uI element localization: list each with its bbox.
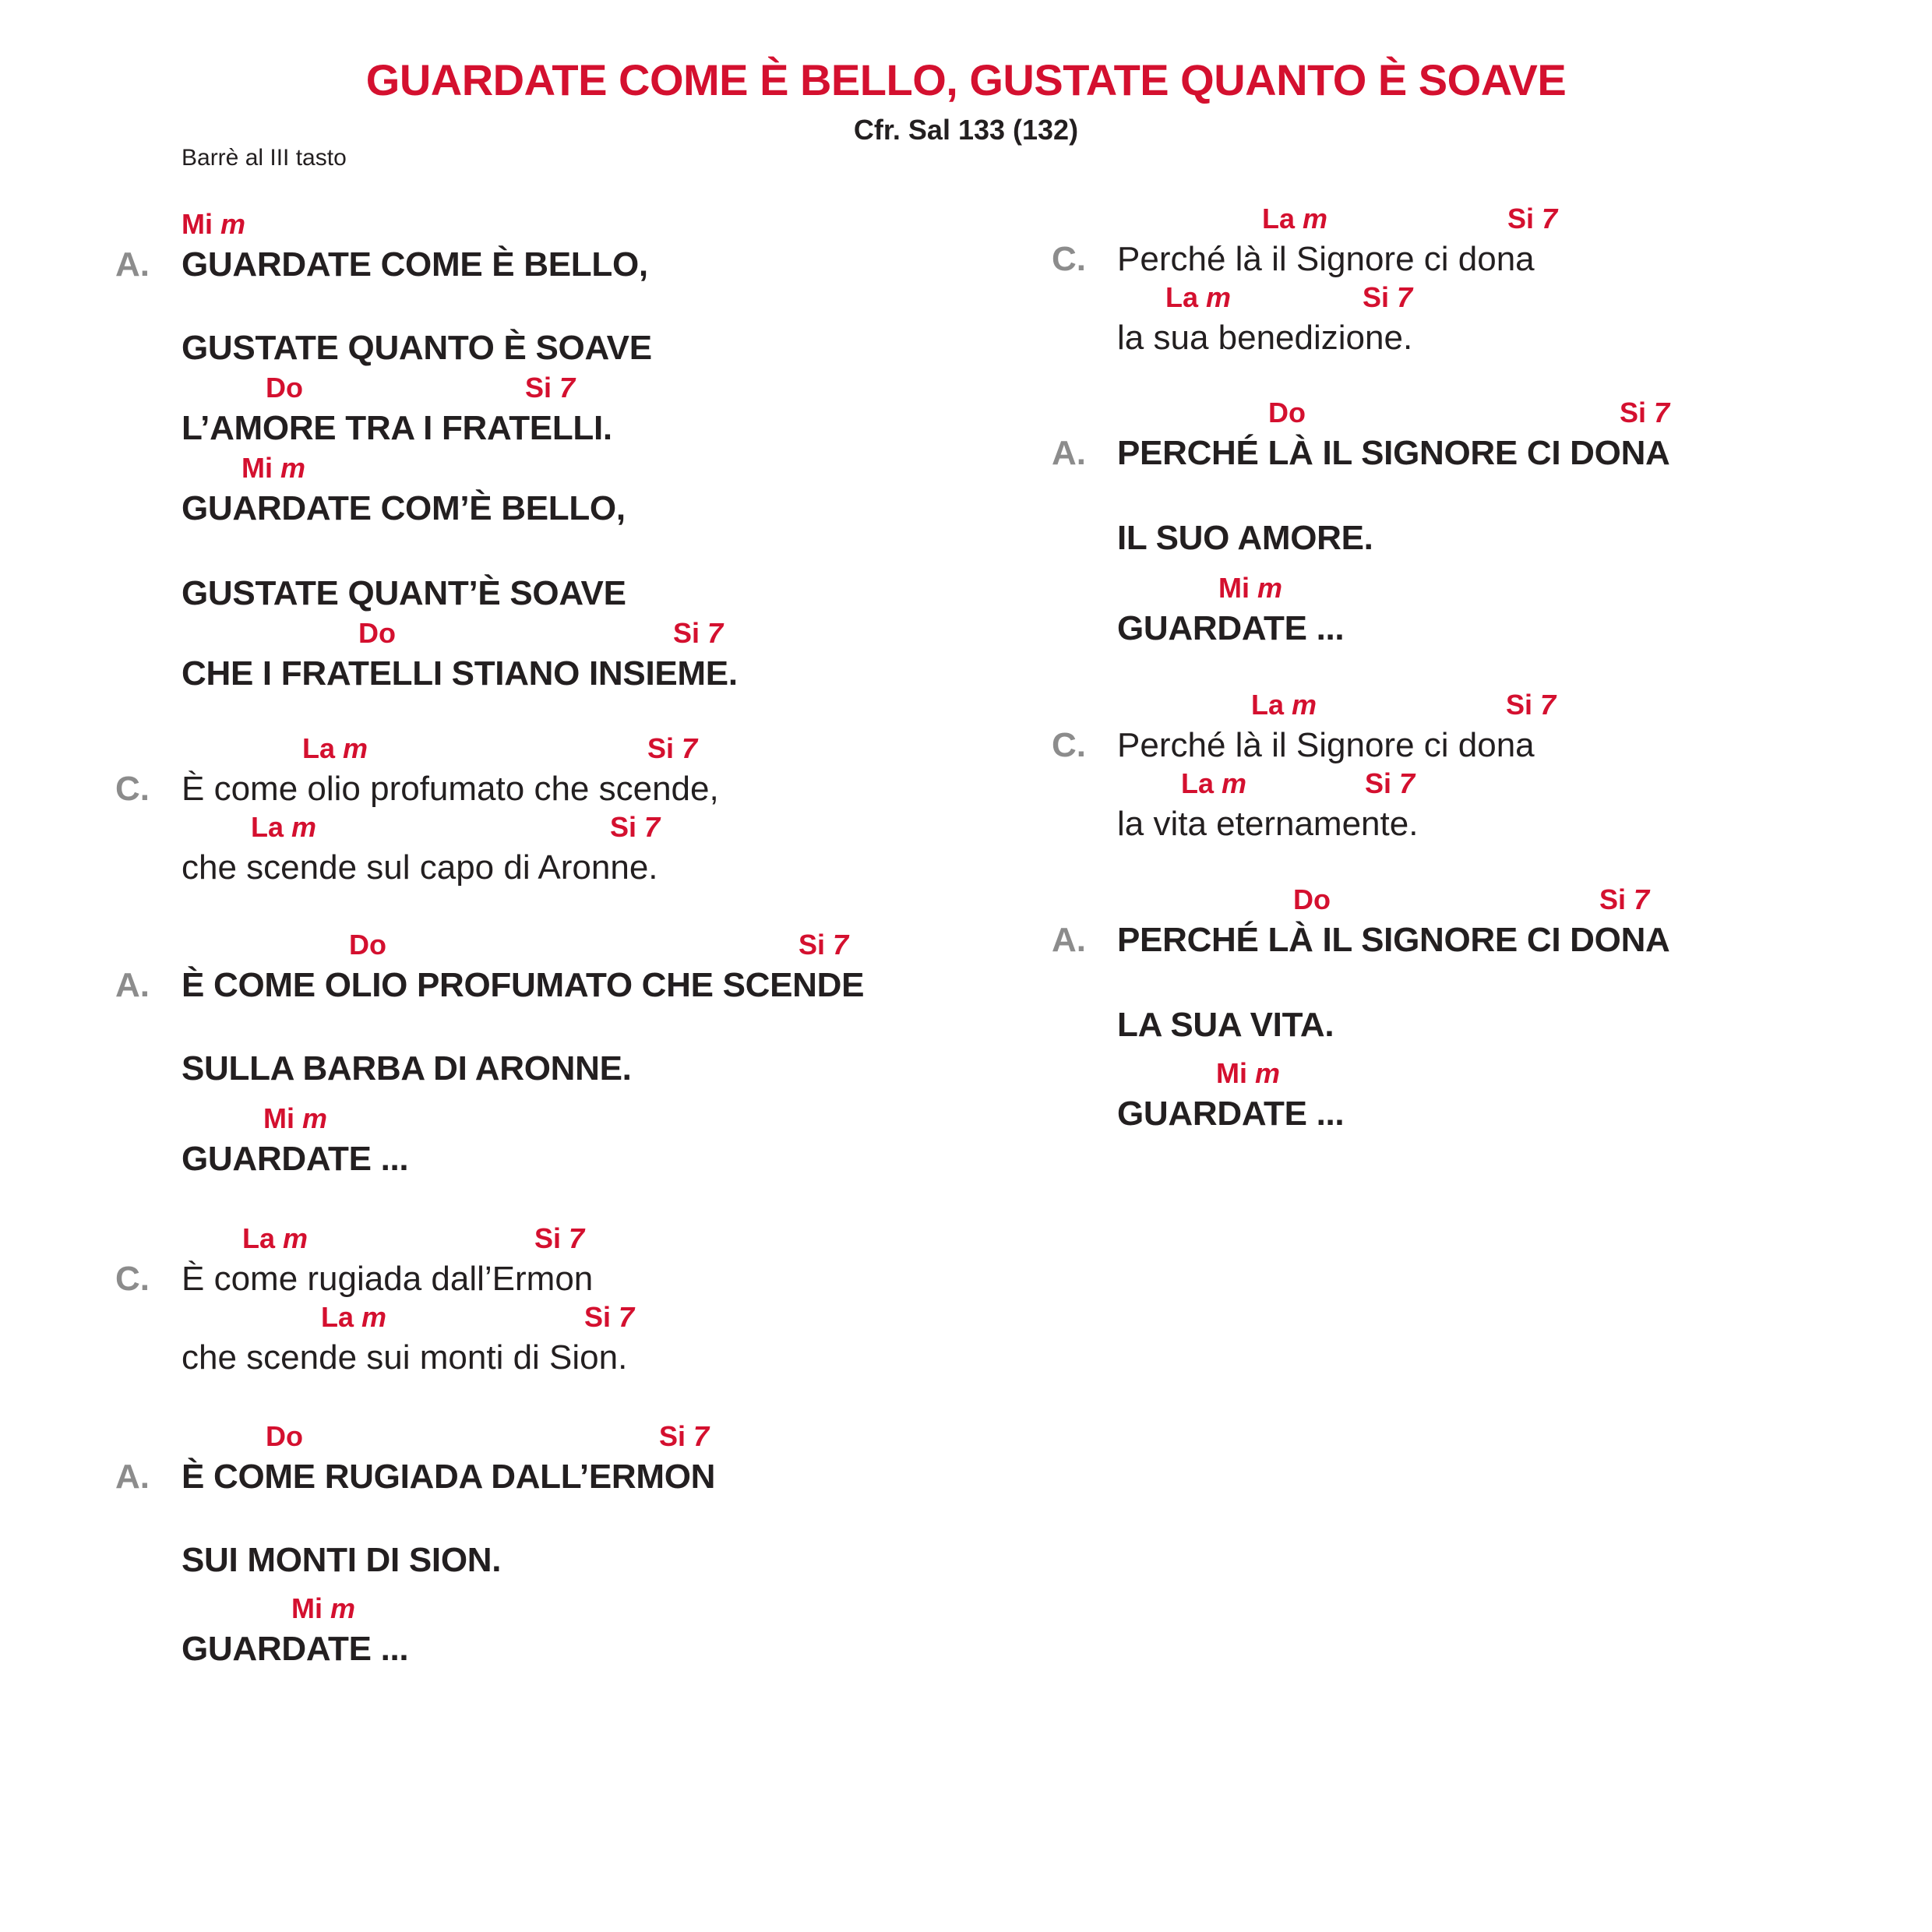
chord-label [358, 617, 396, 650]
chord-label [242, 452, 305, 485]
chord-quality: m [291, 811, 317, 843]
chord-quality: 7 [1654, 397, 1670, 428]
chord-root: La [251, 811, 284, 843]
chord-label [302, 732, 368, 765]
chord-root: Do [349, 929, 386, 961]
chord-label [1293, 883, 1331, 916]
chord-root: Si [647, 732, 675, 764]
chord-root: Si [525, 372, 552, 404]
chord-root: Mi [291, 1592, 323, 1624]
chord-quality: m [361, 1301, 387, 1333]
lyric-line: L’AMORE TRA I FRATELLI. [182, 409, 612, 447]
chord-root: Si [610, 811, 637, 843]
chord-root: Si [673, 617, 700, 649]
chord-root: Do [1293, 883, 1331, 915]
lyric-line: GUSTATE QUANTO È SOAVE [182, 329, 652, 367]
chord-label [349, 929, 386, 961]
chord-quality: m [330, 1592, 356, 1624]
chord-root: La [321, 1301, 354, 1333]
chord-root: Si [1507, 203, 1535, 234]
chord-root: Mi [242, 452, 273, 484]
chord-root: Si [1620, 397, 1647, 428]
section-marker: A. [115, 245, 150, 284]
chord-root: Si [1363, 281, 1390, 313]
chord-root: La [1181, 767, 1215, 799]
lyric-line: GUARDATE COM’È BELLO, [182, 489, 626, 527]
chord-label [534, 1222, 584, 1255]
chord-label [799, 929, 848, 961]
chord-label [1165, 281, 1231, 314]
chord-quality: m [343, 732, 368, 764]
section-marker: A. [1052, 921, 1086, 959]
chord-label [1181, 767, 1246, 800]
chord-root: Do [266, 1420, 303, 1452]
lyric-line: GUARDATE ... [182, 1630, 409, 1668]
psalm-reference: Cfr. Sal 133 (132) [853, 114, 1079, 146]
chord-root: Mi [263, 1102, 294, 1134]
lyric-line: È COME OLIO PROFUMATO CHE SCENDE [182, 966, 865, 1004]
capo-note: Barrè al III tasto [182, 145, 347, 171]
chord-label [263, 1102, 327, 1135]
chord-root: La [302, 732, 336, 764]
lyric-line: IL SUO AMORE. [1117, 519, 1373, 557]
chord-root: Si [1365, 767, 1392, 799]
chord-label [1620, 397, 1669, 429]
lyric-line: GUARDATE ... [1117, 1095, 1345, 1133]
lyric-line: CHE I FRATELLI STIANO INSIEME. [182, 654, 738, 693]
chord-root: Do [1268, 397, 1306, 428]
chord-label [1506, 689, 1556, 721]
chord-label [673, 617, 723, 650]
chord-root: Mi [1216, 1057, 1247, 1089]
chord-label [1262, 203, 1327, 235]
chord-root: La [1251, 689, 1285, 721]
section-marker: C. [1052, 240, 1086, 278]
chord-quality: 7 [1634, 883, 1650, 915]
lyric-line: È come olio profumato che scende, [182, 770, 719, 808]
lyric-line: GUSTATE QUANT’È SOAVE [182, 574, 626, 612]
chord-label [525, 372, 575, 404]
chord-quality: 7 [569, 1222, 585, 1254]
chord-root: La [1262, 203, 1296, 234]
lyric-line: È come rugiada dall’Ermon [182, 1260, 594, 1298]
lyric-line: GUARDATE ... [1117, 609, 1345, 647]
chord-root: Si [584, 1301, 612, 1333]
lyric-line: PERCHÉ LÀ IL SIGNORE CI DONA [1117, 921, 1670, 959]
chord-quality: m [1222, 767, 1247, 799]
chord-label [610, 811, 660, 844]
chord-root: Si [1599, 883, 1627, 915]
chord-quality: 7 [1542, 203, 1558, 234]
lyric-line: la vita eternamente. [1117, 805, 1419, 843]
chord-root: La [1165, 281, 1199, 313]
chord-root: Mi [182, 208, 213, 240]
chord-label [251, 811, 316, 844]
lyric-line: LA SUA VITA. [1117, 1006, 1334, 1044]
chord-root: Si [534, 1222, 562, 1254]
chord-label [1365, 767, 1415, 800]
chord-label [1218, 572, 1282, 605]
chord-label [321, 1301, 386, 1334]
chord-quality: m [1303, 203, 1328, 234]
chord-label [659, 1420, 709, 1453]
lyric-line: che scende sul capo di Aronne. [182, 848, 658, 887]
chord-root: Do [266, 372, 303, 404]
chord-label [1251, 689, 1317, 721]
chord-root: Mi [1218, 572, 1250, 604]
section-marker: A. [1052, 434, 1086, 472]
chord-quality: m [280, 452, 306, 484]
chord-quality: 7 [707, 617, 724, 649]
chord-quality: m [1292, 689, 1317, 721]
chord-label [266, 1420, 303, 1453]
chord-label [1507, 203, 1557, 235]
lyric-line: la sua benedizione. [1117, 319, 1413, 357]
chord-label [584, 1301, 634, 1334]
chord-quality: m [283, 1222, 308, 1254]
lyric-line: È COME RUGIADA DALL’ERMON [182, 1458, 716, 1496]
section-marker: A. [115, 966, 150, 1004]
lyric-line: che scende sui monti di Sion. [182, 1338, 628, 1377]
chord-label [647, 732, 697, 765]
section-marker: A. [115, 1458, 150, 1496]
lyric-line: SUI MONTI DI SION. [182, 1541, 502, 1579]
chord-root: Si [1506, 689, 1533, 721]
chord-quality: m [220, 208, 246, 240]
chord-root: Si [659, 1420, 686, 1452]
chord-quality: 7 [682, 732, 698, 764]
section-marker: C. [1052, 726, 1086, 764]
lyric-line: Perché là il Signore ci dona [1117, 726, 1535, 764]
chord-quality: 7 [644, 811, 661, 843]
chord-quality: m [1255, 1057, 1281, 1089]
chord-label [291, 1592, 355, 1625]
chord-root: Si [799, 929, 826, 961]
chord-label [1268, 397, 1306, 429]
chord-label [1599, 883, 1649, 916]
chord-label [182, 208, 245, 241]
chord-quality: 7 [559, 372, 576, 404]
section-marker: C. [115, 770, 150, 808]
lyric-line: SULLA BARBA DI ARONNE. [182, 1049, 632, 1088]
chord-quality: 7 [833, 929, 849, 961]
chord-quality: 7 [693, 1420, 710, 1452]
lyric-line: GUARDATE COME È BELLO, [182, 245, 648, 284]
song-title: GUARDATE COME È BELLO, GUSTATE QUANTO È SOAVE [365, 55, 1567, 104]
lyric-line: GUARDATE ... [182, 1140, 409, 1178]
chord-quality: m [1206, 281, 1232, 313]
chord-quality: m [302, 1102, 328, 1134]
lyric-line: Perché là il Signore ci dona [1117, 240, 1535, 278]
chord-quality: 7 [1397, 281, 1413, 313]
chord-label [266, 372, 303, 404]
chord-root: Do [358, 617, 396, 649]
chord-quality: 7 [619, 1301, 635, 1333]
chord-label [1363, 281, 1412, 314]
chord-root: La [242, 1222, 276, 1254]
chord-label [1216, 1057, 1280, 1090]
chord-quality: 7 [1399, 767, 1416, 799]
chord-label [242, 1222, 308, 1255]
chord-quality: m [1257, 572, 1283, 604]
section-marker: C. [115, 1260, 150, 1298]
lyric-line: PERCHÉ LÀ IL SIGNORE CI DONA [1117, 434, 1670, 472]
chord-quality: 7 [1540, 689, 1557, 721]
